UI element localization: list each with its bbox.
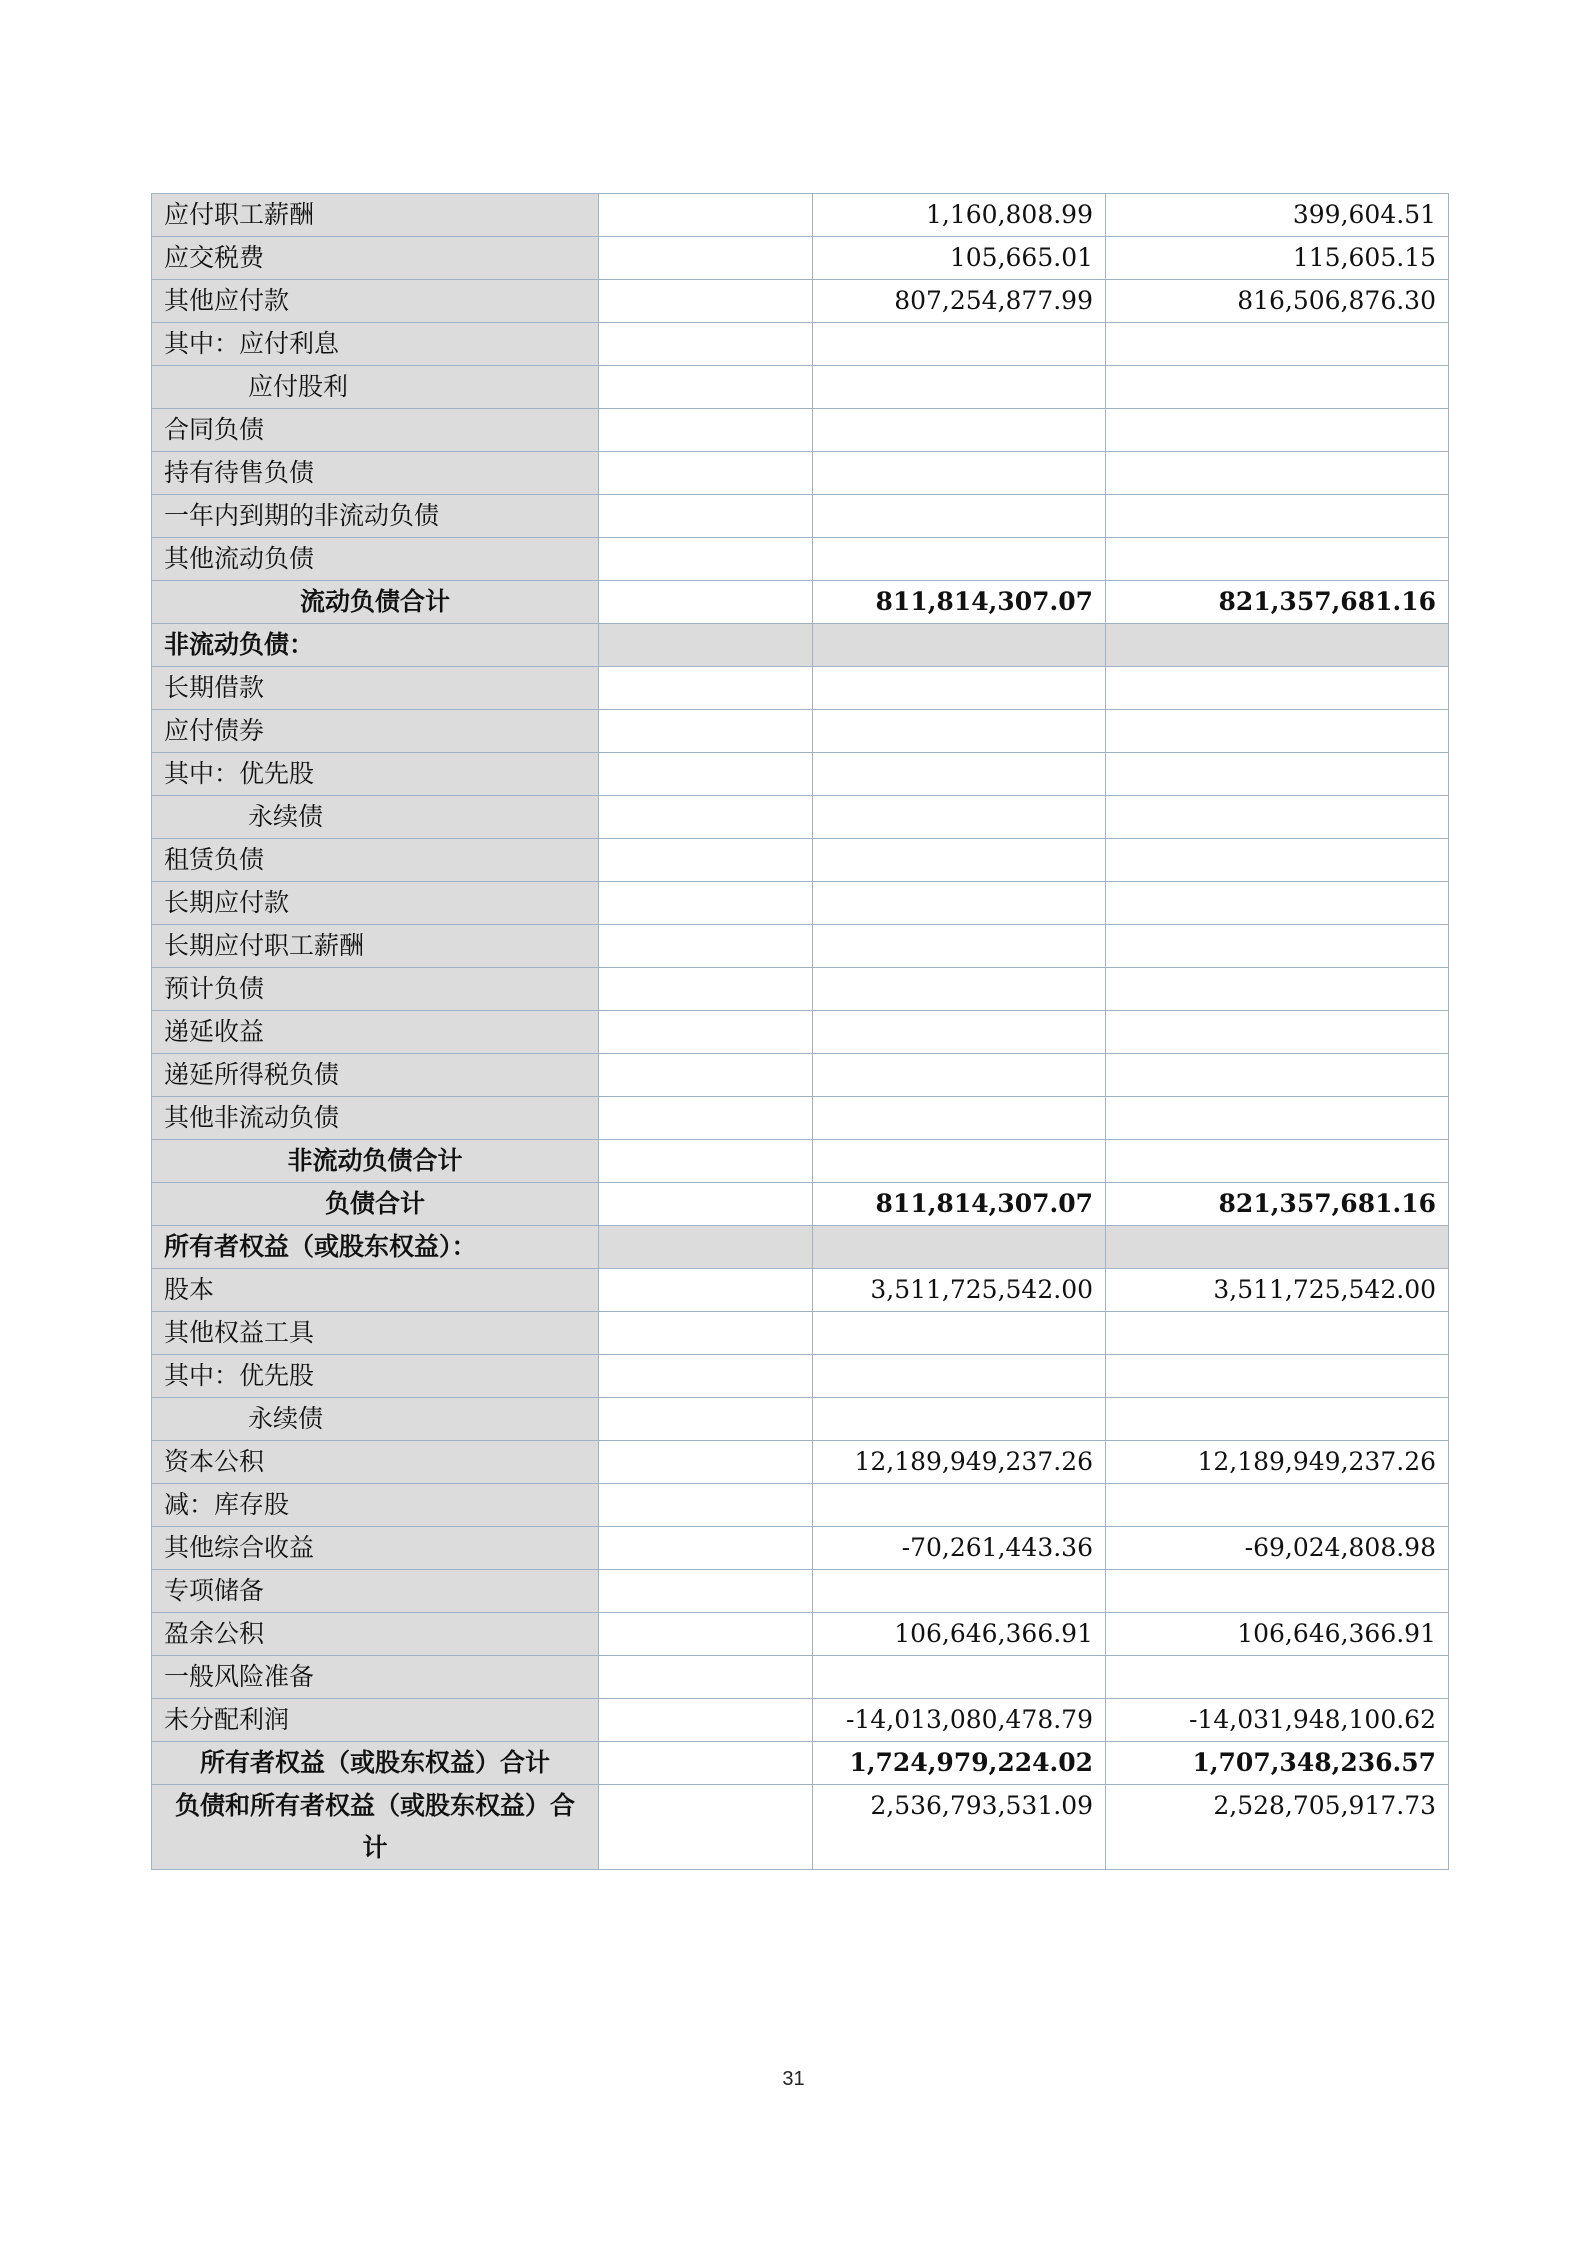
table-row xyxy=(152,452,1449,495)
row-label-cell xyxy=(152,1183,599,1226)
note-cell xyxy=(599,1656,813,1699)
period-begin-value xyxy=(1106,1140,1449,1183)
table-row xyxy=(152,1527,1449,1570)
table-row xyxy=(152,323,1449,366)
row-label: 长期借款 xyxy=(164,673,265,702)
period-begin-value: 816,506,876.30 xyxy=(1106,280,1449,323)
row-label: 非流动负债合计 xyxy=(287,1146,463,1175)
row-label-cell xyxy=(152,1269,599,1312)
period-end-value: 3,511,725,542.00 xyxy=(813,1269,1106,1312)
row-label: 合同负债 xyxy=(164,415,265,444)
row-label-cell xyxy=(152,796,599,839)
row-label-cell xyxy=(152,1527,599,1570)
row-label: 应付债券 xyxy=(164,716,265,745)
note-cell xyxy=(599,194,813,237)
row-label-cell xyxy=(152,452,599,495)
period-begin-value xyxy=(1106,753,1449,796)
table-row xyxy=(152,1054,1449,1097)
row-label: 长期应付职工薪酬 xyxy=(164,931,365,960)
period-begin-value xyxy=(1106,1355,1449,1398)
period-end-value xyxy=(813,1312,1106,1355)
table-row xyxy=(152,1613,1449,1656)
period-begin-value xyxy=(1106,1097,1449,1140)
period-begin-value xyxy=(1106,710,1449,753)
row-label-cell xyxy=(152,1441,599,1484)
period-end-value: 1,160,808.99 xyxy=(813,194,1106,237)
note-cell xyxy=(599,1140,813,1183)
period-begin-value xyxy=(1106,839,1449,882)
note-cell xyxy=(599,624,813,667)
note-cell xyxy=(599,1570,813,1613)
period-end-value: 811,814,307.07 xyxy=(813,1183,1106,1226)
row-label: 长期应付款 xyxy=(164,888,290,917)
table-row xyxy=(152,1785,1449,1870)
row-label: 资本公积 xyxy=(164,1447,265,1476)
period-end-value xyxy=(813,366,1106,409)
period-begin-value: 821,357,681.16 xyxy=(1106,581,1449,624)
row-label-cell xyxy=(152,323,599,366)
note-cell xyxy=(599,409,813,452)
row-label: 负债和所有者权益（或股东权益）合计 xyxy=(174,1791,575,1862)
row-label-cell xyxy=(152,538,599,581)
period-end-value: 1,724,979,224.02 xyxy=(813,1742,1106,1785)
note-cell xyxy=(599,753,813,796)
period-begin-value xyxy=(1106,925,1449,968)
note-cell xyxy=(599,882,813,925)
note-cell xyxy=(599,710,813,753)
row-label: 应交税费 xyxy=(164,243,265,272)
table-row xyxy=(152,1226,1449,1269)
table-row xyxy=(152,1097,1449,1140)
note-cell xyxy=(599,839,813,882)
row-label: 未分配利润 xyxy=(164,1705,290,1734)
row-label-cell xyxy=(152,1656,599,1699)
note-cell xyxy=(599,1312,813,1355)
row-label: 减：库存股 xyxy=(164,1490,290,1519)
period-begin-value xyxy=(1106,667,1449,710)
row-label: 租赁负债 xyxy=(164,845,265,874)
table-row xyxy=(152,1140,1449,1183)
row-label: 其中：优先股 xyxy=(164,759,315,788)
period-begin-value xyxy=(1106,495,1449,538)
note-cell xyxy=(599,968,813,1011)
table-row xyxy=(152,538,1449,581)
table-row xyxy=(152,882,1449,925)
table-row xyxy=(152,667,1449,710)
table-row xyxy=(152,495,1449,538)
note-cell xyxy=(599,1183,813,1226)
row-label-cell xyxy=(152,1011,599,1054)
row-label-cell xyxy=(152,624,599,667)
row-label-cell xyxy=(152,1398,599,1441)
note-cell xyxy=(599,538,813,581)
period-end-value: 12,189,949,237.26 xyxy=(813,1441,1106,1484)
note-cell xyxy=(599,667,813,710)
period-end-value xyxy=(813,1226,1106,1269)
row-label: 专项储备 xyxy=(164,1576,265,1605)
row-label: 非流动负债： xyxy=(164,630,315,659)
table-row xyxy=(152,839,1449,882)
period-end-value xyxy=(813,452,1106,495)
row-label-cell xyxy=(152,839,599,882)
period-begin-value: 115,605.15 xyxy=(1106,237,1449,280)
row-label: 其中：优先股 xyxy=(164,1361,315,1390)
row-label: 其他流动负债 xyxy=(164,544,315,573)
period-begin-value xyxy=(1106,1312,1449,1355)
note-cell xyxy=(599,796,813,839)
period-begin-value xyxy=(1106,1398,1449,1441)
period-end-value xyxy=(813,796,1106,839)
row-label: 一年内到期的非流动负债 xyxy=(164,501,440,530)
note-cell xyxy=(599,1441,813,1484)
row-label-cell xyxy=(152,1785,599,1870)
row-label: 其中：应付利息 xyxy=(164,329,340,358)
row-label-cell xyxy=(152,968,599,1011)
period-begin-value: 3,511,725,542.00 xyxy=(1106,1269,1449,1312)
table-row xyxy=(152,624,1449,667)
period-begin-value xyxy=(1106,366,1449,409)
period-begin-value xyxy=(1106,968,1449,1011)
row-label: 流动负债合计 xyxy=(299,587,450,616)
table-row xyxy=(152,409,1449,452)
period-begin-value: -69,024,808.98 xyxy=(1106,1527,1449,1570)
table-row xyxy=(152,710,1449,753)
note-cell xyxy=(599,581,813,624)
period-end-value xyxy=(813,710,1106,753)
row-label-cell xyxy=(152,1226,599,1269)
row-label: 其他非流动负债 xyxy=(164,1103,340,1132)
row-label-cell xyxy=(152,237,599,280)
row-label-cell xyxy=(152,366,599,409)
period-begin-value xyxy=(1106,882,1449,925)
table-row xyxy=(152,194,1449,237)
period-end-value xyxy=(813,1570,1106,1613)
note-cell xyxy=(599,1054,813,1097)
table-row xyxy=(152,968,1449,1011)
row-label: 预计负债 xyxy=(164,974,265,1003)
period-end-value xyxy=(813,538,1106,581)
table-row xyxy=(152,1355,1449,1398)
period-end-value xyxy=(813,1140,1106,1183)
row-label: 盈余公积 xyxy=(164,1619,265,1648)
row-label-cell xyxy=(152,1613,599,1656)
period-end-value: 2,536,793,531.09 xyxy=(813,1785,1106,1870)
period-begin-value xyxy=(1106,409,1449,452)
row-label: 所有者权益（或股东权益）： xyxy=(164,1232,477,1261)
note-cell xyxy=(599,452,813,495)
row-label-cell xyxy=(152,1140,599,1183)
table-row xyxy=(152,1656,1449,1699)
table-row xyxy=(152,1742,1449,1785)
row-label-cell xyxy=(152,1699,599,1742)
period-end-value xyxy=(813,1355,1106,1398)
period-end-value xyxy=(813,1484,1106,1527)
period-begin-value xyxy=(1106,1484,1449,1527)
note-cell xyxy=(599,1484,813,1527)
row-label: 永续债 xyxy=(248,1404,324,1433)
note-cell xyxy=(599,1269,813,1312)
period-begin-value xyxy=(1106,1011,1449,1054)
period-begin-value xyxy=(1106,323,1449,366)
period-begin-value xyxy=(1106,1656,1449,1699)
row-label-cell xyxy=(152,1312,599,1355)
note-cell xyxy=(599,1355,813,1398)
table-row xyxy=(152,1484,1449,1527)
row-label: 递延收益 xyxy=(164,1017,265,1046)
table-row xyxy=(152,366,1449,409)
row-label-cell xyxy=(152,1097,599,1140)
period-end-value: -14,013,080,478.79 xyxy=(813,1699,1106,1742)
note-cell xyxy=(599,1398,813,1441)
note-cell xyxy=(599,1097,813,1140)
balance-sheet-body xyxy=(152,194,1449,1870)
note-cell xyxy=(599,1613,813,1656)
row-label: 永续债 xyxy=(248,802,324,831)
period-begin-value: 2,528,705,917.73 xyxy=(1106,1785,1449,1870)
period-begin-value: 821,357,681.16 xyxy=(1106,1183,1449,1226)
period-end-value: 105,665.01 xyxy=(813,237,1106,280)
row-label: 负债合计 xyxy=(324,1189,425,1218)
period-end-value xyxy=(813,667,1106,710)
table-row xyxy=(152,1312,1449,1355)
row-label: 一般风险准备 xyxy=(164,1662,315,1691)
period-end-value xyxy=(813,839,1106,882)
row-label: 应付股利 xyxy=(248,372,349,401)
note-cell xyxy=(599,1742,813,1785)
note-cell xyxy=(599,323,813,366)
row-label-cell xyxy=(152,1054,599,1097)
row-label: 递延所得税负债 xyxy=(164,1060,340,1089)
period-begin-value xyxy=(1106,538,1449,581)
table-row xyxy=(152,1699,1449,1742)
period-end-value xyxy=(813,323,1106,366)
note-cell xyxy=(599,925,813,968)
row-label-cell xyxy=(152,194,599,237)
period-end-value xyxy=(813,1656,1106,1699)
note-cell xyxy=(599,1785,813,1870)
period-end-value xyxy=(813,1011,1106,1054)
row-label-cell xyxy=(152,1570,599,1613)
period-end-value xyxy=(813,1054,1106,1097)
note-cell xyxy=(599,1699,813,1742)
row-label-cell xyxy=(152,409,599,452)
period-begin-value: 1,707,348,236.57 xyxy=(1106,1742,1449,1785)
period-begin-value xyxy=(1106,1226,1449,1269)
row-label: 其他权益工具 xyxy=(164,1318,315,1347)
period-end-value xyxy=(813,624,1106,667)
note-cell xyxy=(599,280,813,323)
period-begin-value: 12,189,949,237.26 xyxy=(1106,1441,1449,1484)
period-end-value xyxy=(813,882,1106,925)
balance-sheet-table xyxy=(151,193,1449,1870)
period-end-value: 106,646,366.91 xyxy=(813,1613,1106,1656)
period-end-value: 807,254,877.99 xyxy=(813,280,1106,323)
row-label-cell xyxy=(152,1742,599,1785)
note-cell xyxy=(599,495,813,538)
table-row xyxy=(152,925,1449,968)
row-label-cell xyxy=(152,710,599,753)
period-end-value xyxy=(813,1097,1106,1140)
row-label-cell xyxy=(152,280,599,323)
table-row xyxy=(152,280,1449,323)
row-label: 应付职工薪酬 xyxy=(164,200,315,229)
table-row xyxy=(152,237,1449,280)
period-begin-value xyxy=(1106,624,1449,667)
period-end-value xyxy=(813,495,1106,538)
period-begin-value xyxy=(1106,452,1449,495)
row-label: 其他应付款 xyxy=(164,286,290,315)
period-end-value xyxy=(813,1398,1106,1441)
table-row xyxy=(152,1183,1449,1226)
row-label-cell xyxy=(152,581,599,624)
row-label-cell xyxy=(152,753,599,796)
period-begin-value xyxy=(1106,796,1449,839)
table-row xyxy=(152,1011,1449,1054)
period-end-value xyxy=(813,925,1106,968)
note-cell xyxy=(599,1226,813,1269)
table-row xyxy=(152,753,1449,796)
row-label: 股本 xyxy=(164,1275,215,1304)
row-label-cell xyxy=(152,882,599,925)
period-begin-value: -14,031,948,100.62 xyxy=(1106,1699,1449,1742)
row-label: 所有者权益（或股东权益）合计 xyxy=(199,1748,550,1777)
period-end-value xyxy=(813,753,1106,796)
period-end-value: -70,261,443.36 xyxy=(813,1527,1106,1570)
row-label-cell xyxy=(152,495,599,538)
row-label: 持有待售负债 xyxy=(164,458,315,487)
note-cell xyxy=(599,1011,813,1054)
page-number: 31 xyxy=(782,2068,805,2090)
period-begin-value: 106,646,366.91 xyxy=(1106,1613,1449,1656)
row-label-cell xyxy=(152,667,599,710)
table-row xyxy=(152,1398,1449,1441)
note-cell xyxy=(599,237,813,280)
table-row xyxy=(152,581,1449,624)
period-end-value xyxy=(813,409,1106,452)
table-row xyxy=(152,1269,1449,1312)
table-row xyxy=(152,796,1449,839)
note-cell xyxy=(599,1527,813,1570)
period-begin-value xyxy=(1106,1054,1449,1097)
row-label-cell xyxy=(152,1484,599,1527)
period-end-value xyxy=(813,968,1106,1011)
row-label-cell xyxy=(152,1355,599,1398)
table-row xyxy=(152,1570,1449,1613)
period-begin-value xyxy=(1106,1570,1449,1613)
period-end-value: 811,814,307.07 xyxy=(813,581,1106,624)
row-label: 其他综合收益 xyxy=(164,1533,315,1562)
table-row xyxy=(152,1441,1449,1484)
note-cell xyxy=(599,366,813,409)
row-label-cell xyxy=(152,925,599,968)
period-begin-value: 399,604.51 xyxy=(1106,194,1449,237)
